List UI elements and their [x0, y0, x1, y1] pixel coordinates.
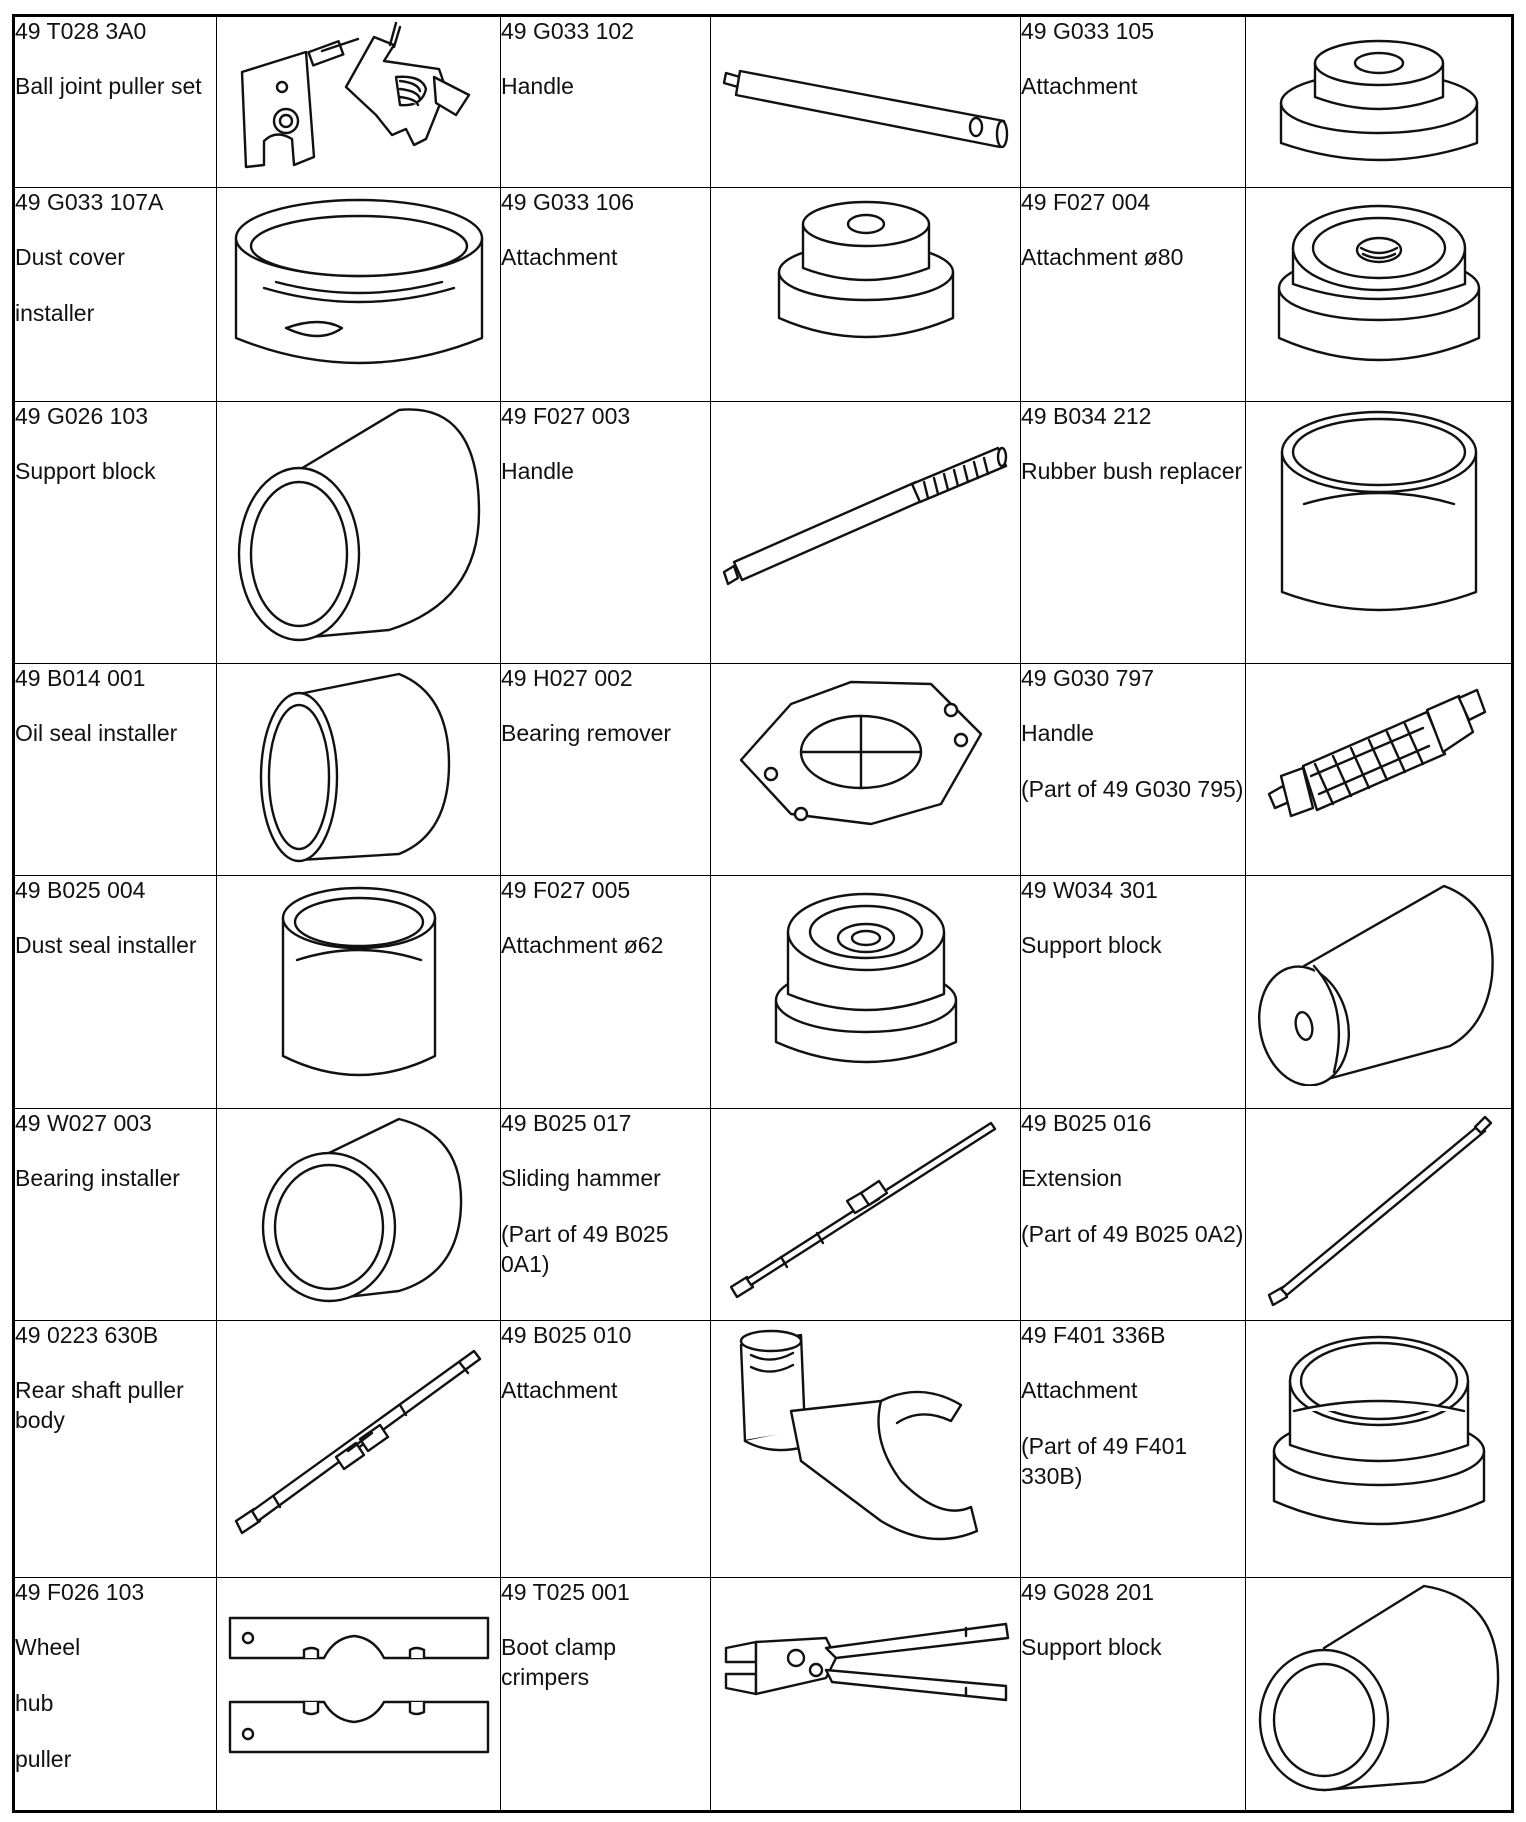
handle-icon	[711, 402, 1021, 664]
special-tools-table	[12, 14, 1514, 1813]
support-block-icon	[217, 402, 501, 664]
tool-part-of: (Part of 49 F401 330B)	[1021, 1432, 1188, 1489]
boot-clamp-crimpers-icon	[711, 1578, 1021, 1812]
support-block-icon	[1246, 876, 1513, 1109]
tool-name: Attachment	[1021, 1376, 1138, 1403]
tool-cell	[501, 664, 711, 876]
tool-name: Attachment	[501, 1376, 618, 1403]
tool-code: 49 H027 002	[501, 665, 633, 691]
tool-name: Attachment	[1021, 72, 1138, 99]
table-row	[14, 876, 1513, 1109]
support-block-icon	[1246, 1578, 1513, 1812]
dust-cover-installer-icon	[217, 188, 501, 402]
tool-name: Handle	[1021, 719, 1094, 746]
tool-name: hub	[15, 1689, 54, 1716]
tool-cell	[1021, 1109, 1246, 1321]
tool-cell	[1021, 876, 1246, 1109]
rear-shaft-puller-body-icon	[217, 1321, 501, 1578]
tool-cell	[14, 876, 217, 1109]
ball-joint-puller-set-icon	[217, 16, 501, 188]
tool-name: Attachment ø80	[1021, 243, 1184, 270]
tool-cell	[501, 1321, 711, 1578]
tool-name: Boot clamp crimpers	[501, 1633, 617, 1690]
tool-cell	[1021, 16, 1246, 188]
tool-code: 49 B025 017	[501, 1110, 632, 1136]
tool-code: 49 F401 336B	[1021, 1322, 1166, 1348]
attachment-icon	[1246, 16, 1513, 188]
tool-code: 49 F027 004	[1021, 189, 1151, 215]
tool-code: 49 G030 797	[1021, 665, 1155, 691]
table-row	[14, 16, 1513, 188]
tool-name: Sliding hammer	[501, 1164, 661, 1191]
tool-cell	[14, 664, 217, 876]
tool-cell	[14, 1578, 217, 1812]
tool-code: 49 T025 001	[501, 1579, 630, 1605]
tool-part-of: (Part of 49 B025 0A2)	[1021, 1220, 1244, 1247]
table-row	[14, 402, 1513, 664]
attachment-icon	[711, 876, 1021, 1109]
tool-name: Attachment ø62	[501, 931, 664, 958]
tool-name: installer	[15, 299, 95, 326]
tool-name: Bearing remover	[501, 719, 672, 746]
tool-name: Dust seal installer	[15, 931, 197, 958]
tool-code: 49 B014 001	[15, 665, 146, 691]
tool-code: 49 W034 301	[1021, 877, 1158, 903]
tool-name: Support block	[15, 457, 156, 484]
tool-code: 49 G026 103	[15, 403, 149, 429]
tool-code: 49 F027 005	[501, 877, 631, 903]
tool-code: 49 B025 010	[501, 1322, 632, 1348]
tool-name: puller	[15, 1745, 72, 1772]
attachment-icon	[711, 1321, 1021, 1578]
tool-code: 49 G033 107A	[15, 189, 164, 215]
handle-icon	[711, 16, 1021, 188]
tool-name: Extension	[1021, 1164, 1123, 1191]
tool-cell	[501, 876, 711, 1109]
tool-part-of: (Part of 49 G030 795)	[1021, 775, 1244, 802]
tool-cell	[501, 402, 711, 664]
handle-icon	[1246, 664, 1513, 876]
tool-code: 49 B034 212	[1021, 403, 1152, 429]
tool-name: Attachment	[501, 243, 618, 270]
tool-code: 49 W027 003	[15, 1110, 152, 1136]
tool-name: Dust cover	[15, 243, 125, 270]
tool-cell	[501, 1578, 711, 1812]
tool-cell	[1021, 1578, 1246, 1812]
tool-cell	[14, 1321, 217, 1578]
tool-cell	[14, 402, 217, 664]
tool-cell	[14, 1109, 217, 1321]
tool-name: Support block	[1021, 1633, 1162, 1660]
sliding-hammer-icon	[711, 1109, 1021, 1321]
tool-code: 49 B025 016	[1021, 1110, 1152, 1136]
table-row	[14, 1109, 1513, 1321]
tool-cell	[1021, 1321, 1246, 1578]
table-row	[14, 664, 1513, 876]
tool-cell	[1021, 402, 1246, 664]
dust-seal-installer-icon	[217, 876, 501, 1109]
tool-code: 49 G033 102	[501, 18, 635, 44]
tool-name: Bearing installer	[15, 1164, 180, 1191]
tool-part-of: (Part of 49 B025 0A1)	[501, 1220, 669, 1277]
attachment-icon	[1246, 1321, 1513, 1578]
tool-name: Rear shaft puller body	[15, 1376, 184, 1433]
tool-code: 49 F026 103	[15, 1579, 145, 1605]
tool-cell	[501, 16, 711, 188]
table-row	[14, 1578, 1513, 1812]
extension-rod-icon	[1246, 1109, 1513, 1321]
tool-name: Rubber bush replacer	[1021, 457, 1243, 484]
bearing-installer-icon	[217, 1109, 501, 1321]
tool-cell	[14, 16, 217, 188]
tool-code: 49 G033 105	[1021, 18, 1155, 44]
tool-name: Wheel	[15, 1633, 81, 1660]
tool-code: 49 G033 106	[501, 189, 635, 215]
tool-code: 49 B025 004	[15, 877, 146, 903]
tool-name: Support block	[1021, 931, 1162, 958]
table-row	[14, 1321, 1513, 1578]
tool-code: 49 G028 201	[1021, 1579, 1155, 1605]
attachment-icon	[711, 188, 1021, 402]
tool-cell	[501, 188, 711, 402]
tool-name: Handle	[501, 457, 574, 484]
tool-cell	[1021, 664, 1246, 876]
tool-cell	[14, 188, 217, 402]
tool-code: 49 T028 3A0	[15, 18, 147, 44]
bearing-remover-icon	[711, 664, 1021, 876]
tool-cell	[501, 1109, 711, 1321]
attachment-icon	[1246, 188, 1513, 402]
oil-seal-installer-icon	[217, 664, 501, 876]
tool-name: Oil seal installer	[15, 719, 178, 746]
tool-code: 49 0223 630B	[15, 1322, 159, 1348]
wheel-hub-puller-icon	[217, 1578, 501, 1812]
tool-name: Handle	[501, 72, 574, 99]
tool-name: Ball joint puller set	[15, 72, 202, 99]
tool-cell	[1021, 188, 1246, 402]
rubber-bush-replacer-icon	[1246, 402, 1513, 664]
table-row	[14, 188, 1513, 402]
tool-code: 49 F027 003	[501, 403, 631, 429]
